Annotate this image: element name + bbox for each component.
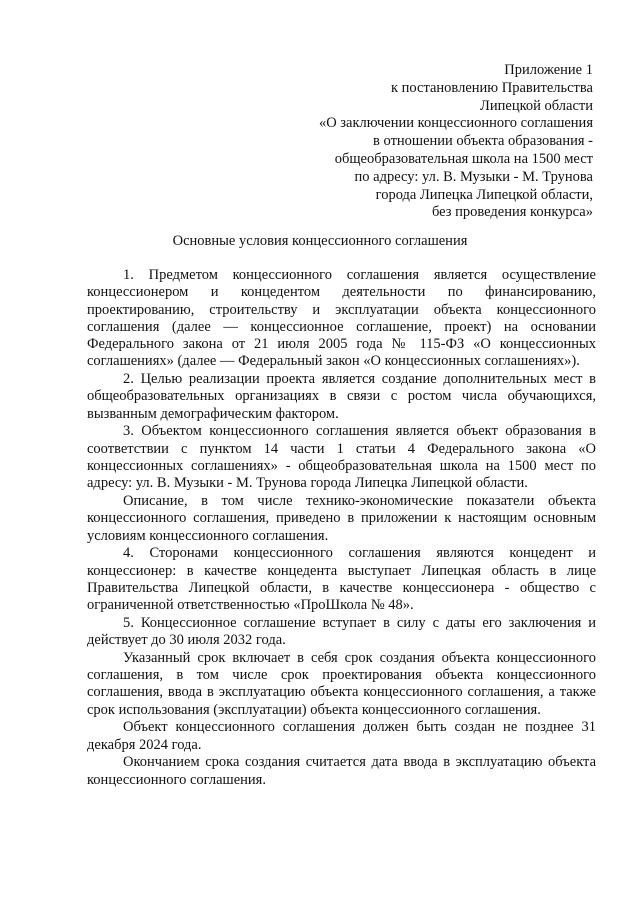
paragraph-object: 3. Объектом концессионного соглашения является объект образования в соответствии с пунктом 14 части 1 статьи 4 Федерального закона «О концессионных соглашениях» - общеобразовательная школа на 1500 мест по адресу: ул. В. Музыки - М. Трунова города Липецка Липецкой области. — [87, 423, 596, 492]
paragraph-subject: 1. Предметом концессионного соглашения является осуществление концессионером и концедентом деятельности по финансированию, проектированию, строительству и эксплуатации объекта концессионного соглашения (далее — концессионное соглашение, проект) на основании Федерального закона от 21 июля 2005 года № 115-ФЗ «О концессионных соглашениях» (далее — Федеральный закон «О концессионных соглашениях»). — [87, 267, 596, 370]
appendix-line: без проведения конкурса» — [431, 204, 593, 221]
paragraph-completion: Окончанием срока создания считается дата ввода в эксплуатацию объекта концессионного соглашения. — [87, 754, 596, 788]
appendix-header — [233, 62, 593, 222]
document-title: Основные условия концессионного соглашения — [172, 233, 468, 249]
appendix-line: в отношении объекта образования - — [373, 133, 593, 150]
paragraph-goal: 2. Целью реализации проекта является создание дополнительных мест в общеобразовательных организациях в связи с ростом числа обучающихся, вызванным демографическим фактором. — [87, 371, 596, 422]
appendix-line: по адресу: ул. В. Музыки - М. Трунова — [354, 168, 593, 185]
appendix-line: Липецкой области — [480, 97, 593, 114]
paragraph-term-details: Указанный срок включает в себя срок создания объекта концессионного соглашения, в том числе срок проектирования объекта концессионного соглашения, ввода в эксплуатацию объекта концессионного соглашения, а также срок использования (эксплуатации) объекта концессионного соглашения. — [87, 649, 596, 718]
paragraph-parties: 4. Сторонами концессионного соглашения являются концедент и концессионер: в качестве концедента выступает Липецкая область в лице Правительства Липецкой области, в качестве концессионера - общество с ограниченной ответственностью «ПроШкола № 48». — [87, 545, 596, 614]
appendix-line: «О заключении концессионного соглашения — [318, 115, 593, 132]
appendix-line: города Липецка Липецкой области, — [375, 186, 593, 203]
paragraph-term: 5. Концессионное соглашение вступает в силу с даты его заключения и действует до 30 июля 2032 года. — [87, 614, 596, 649]
paragraph-description: Описание, в том числе технико-экономические показатели объекта концессионного соглашения, приведено в приложении к настоящим основным условиям концессионного соглашения. — [87, 493, 596, 544]
appendix-line: к постановлению Правительства — [391, 79, 593, 96]
document-body — [87, 267, 596, 789]
paragraph-deadline: Объект концессионного соглашения должен быть создан не позднее 31 декабря 2024 года. — [87, 719, 596, 753]
appendix-line: Приложение 1 — [504, 62, 593, 78]
appendix-line: общеобразовательная школа на 1500 мест — [334, 150, 593, 167]
